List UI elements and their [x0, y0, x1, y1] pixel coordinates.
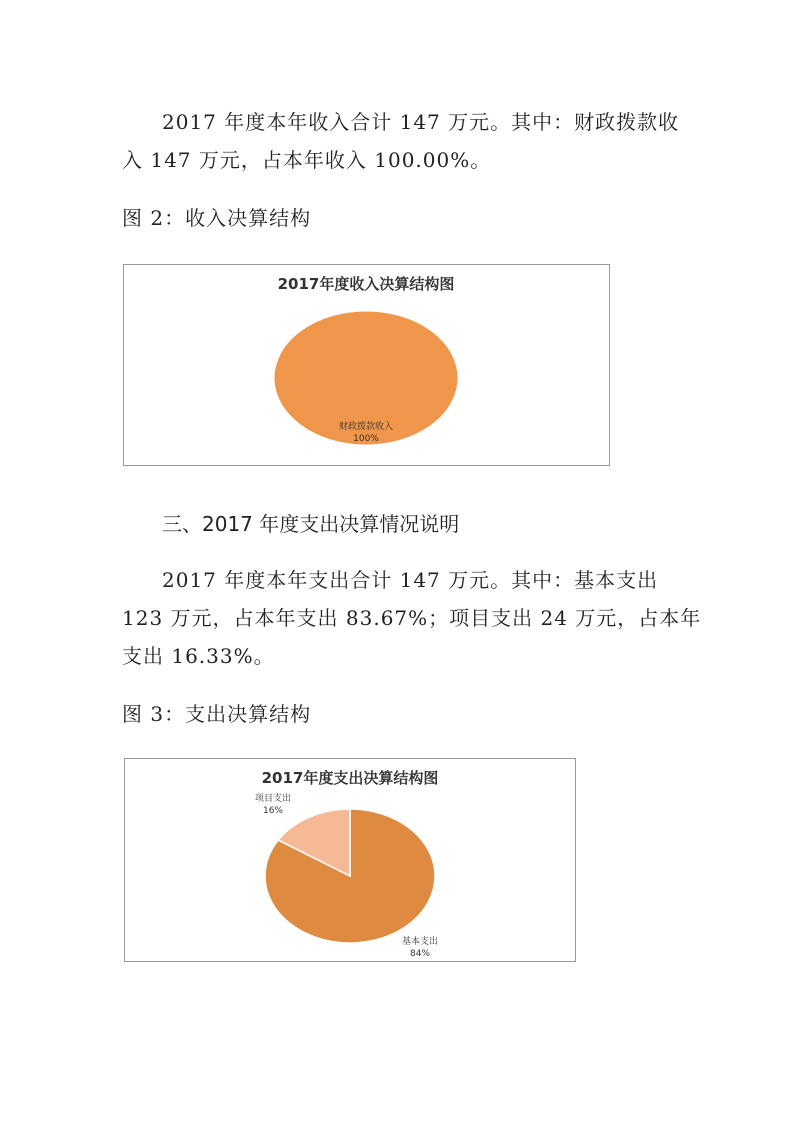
expense-line-3: 支出 16.33%。 — [122, 644, 275, 668]
expense-chart-svg — [125, 759, 575, 961]
figure2-caption: 图 2：收入决算结构 — [122, 206, 312, 230]
expense-chart-title: 2017年度支出决算结构图 — [261, 769, 439, 787]
expense-chart — [124, 758, 576, 962]
income-line-2: 入 147 万元，占本年收入 100.00%。 — [122, 148, 492, 172]
income-chart-title: 2017年度收入决算结构图 — [277, 275, 455, 293]
expense-paragraph — [122, 561, 702, 675]
pie-label-name-1: 项目支出 — [254, 794, 292, 804]
pie-label-value-1: 16% — [262, 806, 284, 816]
pie-label-value-0: 84% — [409, 949, 431, 959]
pie-label-value-0: 100% — [353, 434, 379, 444]
figure3-caption: 图 3：支出决算结构 — [122, 702, 312, 726]
expense-line-1: 2017 年度本年支出合计 147 万元。其中：基本支出 — [162, 568, 659, 592]
section3-heading: 三、2017 年度支出决算情况说明 — [162, 512, 460, 536]
income-line-1: 2017 年度本年收入合计 147 万元。其中：财政拨款收 — [162, 110, 680, 134]
income-paragraph — [122, 103, 682, 179]
income-chart-svg — [124, 265, 609, 465]
pie-label-name-0: 财政拨款收入 — [338, 422, 394, 432]
income-chart — [123, 264, 610, 466]
pie-label-name-0: 基本支出 — [401, 937, 439, 947]
expense-line-2: 123 万元，占本年支出 83.67%；项目支出 24 万元，占本年 — [122, 606, 702, 630]
